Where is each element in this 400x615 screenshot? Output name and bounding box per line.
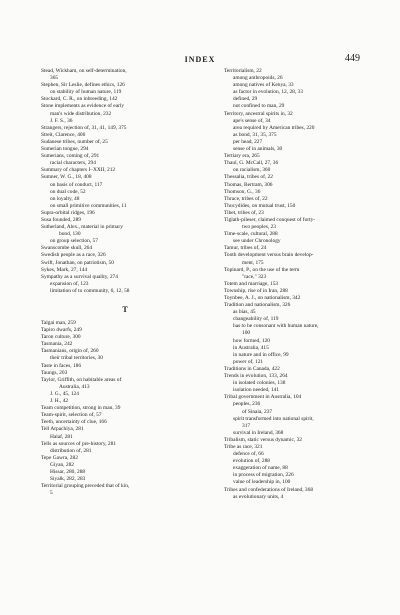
index-entry: Territorial grouping preceded that of kin, <box>41 483 130 490</box>
index-entry: Strangers, rejection of, 31, 41, 149, 375 <box>41 124 127 131</box>
index-entry: Stone implements as evidence of early <box>41 103 125 110</box>
index-subentry: isolation needed, 141 <box>233 387 279 394</box>
index-subentry: on stability of human nature, 119 <box>50 89 122 96</box>
index-subentry: how formed, 120 <box>233 337 270 344</box>
index-subentry: as evolutionary units, 4 <box>233 493 284 500</box>
index-subentry: peoples, 236 <box>233 401 261 408</box>
index-entry: Swedish people as a race, 326 <box>41 252 106 259</box>
index-subentry: Halaf, 281 <box>50 433 73 440</box>
index-column-right <box>224 68 392 501</box>
index-entry: Traditions in Canada, 422 <box>224 365 280 372</box>
index-subentry: in nature and in office, 99 <box>233 351 289 358</box>
index-entry: Sumner, W. G., 18, 408 <box>41 174 92 181</box>
index-entry: Tasmanians, origin of, 260 <box>41 348 99 355</box>
index-entry: Toynbee, A. J., on nationalism, 342 <box>224 295 301 301</box>
index-subentry: bond, 130 <box>59 231 81 238</box>
index-subentry: as bias, 45 <box>233 309 256 316</box>
index-subentry: racial characters, 294 <box>50 160 96 167</box>
index-subentry: J. F. S., 36 <box>50 117 73 124</box>
index-entry: Taylor, Griffith, on habitable areas of <box>41 376 122 383</box>
index-subentry: on racialism, 360 <box>233 167 271 174</box>
index-entry: Territory, ancestral spirits in, 32 <box>224 110 293 117</box>
index-entry: Taste in faces, 186 <box>41 362 82 369</box>
index-entry: Trends in evolution, 133, 264 <box>224 373 288 380</box>
index-entry: Tribes and confederations of Ireland, 368 <box>224 486 314 493</box>
index-entry: Swanscombe skull, 264 <box>41 245 93 252</box>
index-subentry: on basis of conduct, 117 <box>50 181 103 188</box>
index-entry: Topinard, P., on the use of the term <box>224 266 300 273</box>
index-entry: Tibet, tribes of, 23 <box>224 209 264 216</box>
index-subentry: 365 <box>50 75 59 82</box>
index-entry: Tooth development versus brain develop- <box>224 252 314 259</box>
index-subentry: exaggeration of name, 88 <box>233 465 288 472</box>
index-subentry: 5 <box>50 490 53 497</box>
index-subentry: expansion of, 123 <box>50 280 89 287</box>
index-subentry: Giyan, 282 <box>50 461 74 468</box>
index-entry: Thomas, Bertram, 306 <box>224 181 273 188</box>
index-entry: Sykes, Mark, 27, 144 <box>41 266 88 273</box>
index-entry: Thrace, tribes of, 22 <box>224 195 268 202</box>
index-entry: Stephen, Sir Leslie, defines ethics, 126 <box>41 82 125 89</box>
index-entry: Supra-orbital ridges, 196 <box>41 209 95 216</box>
index-subentry: among natives of Kenya, 33 <box>233 82 294 89</box>
index-entry: Tepe Gawra, 282 <box>41 454 78 461</box>
index-subentry: changeability of, 119 <box>233 316 279 323</box>
index-subentry: as bond, 31, 35, 375 <box>233 131 277 138</box>
index-entry: Tradition and nationalism, 326 <box>224 302 291 309</box>
index-subentry: area required by American tribes, 220 <box>233 124 315 131</box>
index-subentry: "race," 323 <box>242 273 267 280</box>
index-subentry: defined, 29 <box>233 96 258 103</box>
index-subentry: of Sinaia, 237 <box>242 408 273 415</box>
index-entry: Tribe as race, 321 <box>224 443 263 450</box>
index-entry: Talgai man, 259 <box>41 320 76 326</box>
index-subentry: value of leadership in, 100 <box>233 479 291 486</box>
index-subentry: survival in Ireland, 368 <box>233 429 284 436</box>
index-entry: Sutherland, Alex., material in primary <box>41 224 123 231</box>
index-entry: Sympathy as a survival quality, 274 <box>41 273 118 280</box>
index-entry: Stead, Wickham, on self-determination, <box>41 68 127 74</box>
index-entry: Time-scale, cultural, 288 <box>224 231 278 238</box>
index-entry: Sudanese tribes, number of, 25 <box>41 138 108 145</box>
index-entry: Thessalia, tribes of, 22 <box>224 174 273 181</box>
index-subentry: in isolated colonies, 138 <box>233 380 286 387</box>
index-subentry: sense of in animals, 30 <box>233 146 283 153</box>
index-subentry: power of, 121 <box>233 358 264 365</box>
index-subentry: on small primitive communities, 11 <box>50 202 127 209</box>
index-subentry: two peoples, 23 <box>242 224 276 231</box>
index-subentry: Siyalk, 282, 283 <box>50 476 86 483</box>
index-subentry: ment, 175 <box>242 259 264 266</box>
index-entry: Totem and marriage, 153 <box>224 280 279 287</box>
index-entry: Thomson, G., 36 <box>224 188 261 195</box>
index-entry: Thaul, G. McCall, 27, 36 <box>224 160 279 167</box>
index-entry: Team competition, strong in man, 39 <box>41 405 121 412</box>
index-entry: Tasmania, 242 <box>41 341 73 348</box>
index-entry: Stockard, C. R., on inbreeding, 142 <box>41 96 118 103</box>
index-entry: Tells as sources of pre-history, 281 <box>41 440 117 447</box>
index-entry: Taungs, 203 <box>41 369 68 376</box>
index-subentry: in Australia, 415 <box>233 344 269 351</box>
index-subentry: spirit transformed into national spirit, <box>233 415 314 422</box>
index-entry: Susa founded, 289 <box>41 216 81 223</box>
index-subentry: Hissar, 280, 288 <box>50 468 86 475</box>
index-subentry: evolution of, 288 <box>233 458 270 465</box>
index-subentry: on group selection, 57 <box>50 238 98 245</box>
index-subentry: see under Chronology <box>233 238 281 245</box>
index-entry: Tertiary era, 265 <box>224 153 260 160</box>
index-entry: Territorialism, 22 <box>224 68 262 74</box>
index-subentry: as factor in evolution, 12, 28, 33 <box>233 89 303 96</box>
index-subentry: J. H., 42 <box>50 398 69 405</box>
index-entry: Tribal government in Australia, 104 <box>224 394 302 401</box>
index-entry: Tapiro dwarfs, 249 <box>41 327 82 334</box>
index-entry: Tamur, tribes of, 24 <box>224 245 267 252</box>
index-subentry: defence of, 66 <box>233 451 264 458</box>
index-entry: Tiglath-pileser, claimed conquest of forty- <box>224 216 316 223</box>
section-letter: T <box>122 305 128 314</box>
index-column-left <box>41 68 209 497</box>
index-entry: Sumerian tongue, 294 <box>41 146 89 153</box>
index-subentry: not confined to man, 29 <box>233 103 285 110</box>
index-subentry: on dual code, 52 <box>50 188 86 195</box>
index-subentry: per head, 227 <box>233 138 263 145</box>
index-entry: Streit, Clarence, 406 <box>41 131 86 138</box>
index-subentry: 100 <box>242 330 251 337</box>
index-subentry: distribution of, 281 <box>50 447 92 454</box>
running-head-title: INDEX <box>184 55 216 64</box>
index-subentry: on loyalty, 48 <box>50 195 80 202</box>
index-entry: Swift, Jonathan, on patriotism, 50 <box>41 259 114 266</box>
index-entry: Teeth, uncertainty of clue, 166 <box>41 419 107 426</box>
index-entry: Taron culture, 300 <box>41 334 81 341</box>
index-subentry: Australia, 413 <box>59 383 90 390</box>
index-entry: Summary of chapters I–XXII, 212 <box>41 167 116 174</box>
index-entry: Township, rise of in Iran, 288 <box>224 287 288 294</box>
index-subentry: in process of migration, 226 <box>233 472 294 479</box>
index-subentry: limitation of to community, 6, 12, 58 <box>50 287 130 294</box>
index-subentry: ape's sense of, 34 <box>233 117 271 124</box>
index-subentry: 317 <box>242 422 251 429</box>
index-subentry: J. G., 45, 124 <box>50 390 79 397</box>
index-subentry: man's wide distribution, 232 <box>50 110 112 117</box>
index-entry: Sumerians, coming of, 291 <box>41 153 100 160</box>
index-subentry: their tribal territories, 30 <box>50 355 103 362</box>
index-subentry: among anthropoids, 26 <box>233 75 283 82</box>
page-number: 449 <box>345 53 360 64</box>
index-entry: Thucydides, on mutual trust, 150 <box>224 202 296 209</box>
index-entry: Tribalism, static versus dynamic, 32 <box>224 436 302 443</box>
index-entry: Team-spirit, selection of, 57 <box>41 412 102 419</box>
index-subentry: has to be consonant with human nature, <box>233 323 319 330</box>
index-entry: Tell Arpachiya, 281 <box>41 426 84 433</box>
